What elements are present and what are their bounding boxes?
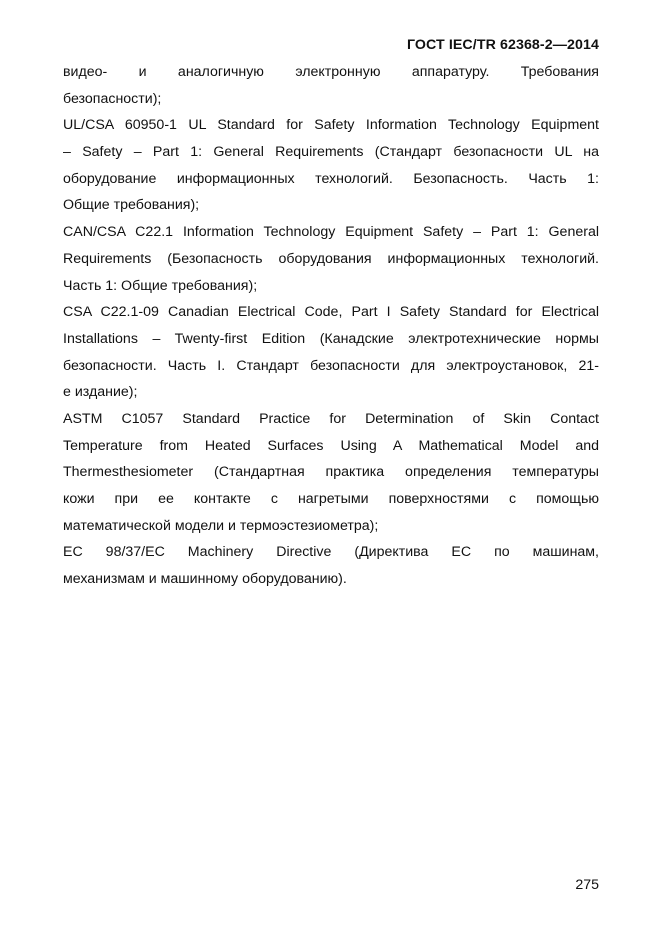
text-line: Requirements (Безопасность оборудования информационных технологий. [63,250,599,267]
page-number: 275 [575,877,599,893]
text-line: ЕС 98/37/ЕС Machinery Directive (Директива ЕС по машинам, [63,544,599,561]
text-line: механизмам и машинному оборудованию). [63,571,347,588]
text-line: CSA C22.1-09 Canadian Electrical Code, Part I Safety Standard for Electrical [63,304,599,321]
text-line: оборудование информационных технологий. Безопасность. Часть 1: [63,170,599,187]
text-line: Installations – Twenty-first Edition (Канадские электротехнические нормы [63,330,599,347]
document-body [63,59,599,593]
text-line: математической модели и термоэстезиометра); [63,517,379,534]
text-line: ASTM C1057 Standard Practice for Determination of Skin Contact [63,410,599,427]
text-line: CAN/CSA C22.1 Information Technology Equipment Safety – Part 1: General [63,224,599,241]
text-line: безопасности. Часть I. Стандарт безопасности для электроустановок, 21- [63,357,599,374]
text-line: Temperature from Heated Surfaces Using A Mathematical Model and [63,437,599,454]
text-line: – Safety – Part 1: General Requirements (Стандарт безопасности UL на [63,144,599,161]
text-line: видео- и аналогичную электронную аппаратуру. Требования [63,64,599,80]
text-line: Thermesthesiometer (Стандартная практика определения температуры [63,464,599,481]
text-line: кожи при ее контакте с нагретыми поверхностями с помощью [63,491,599,507]
text-line: безопасности); [63,90,162,107]
document-header-standard-id: ГОСТ IEC/TR 62368-2—2014 [406,37,599,53]
text-line: UL/CSA 60950-1 UL Standard for Safety Information Technology Equipment [63,117,599,134]
text-line: Часть 1: Общие требования); [63,277,258,294]
text-line: Общие требования); [63,197,200,214]
text-line: е издание); [63,384,138,401]
